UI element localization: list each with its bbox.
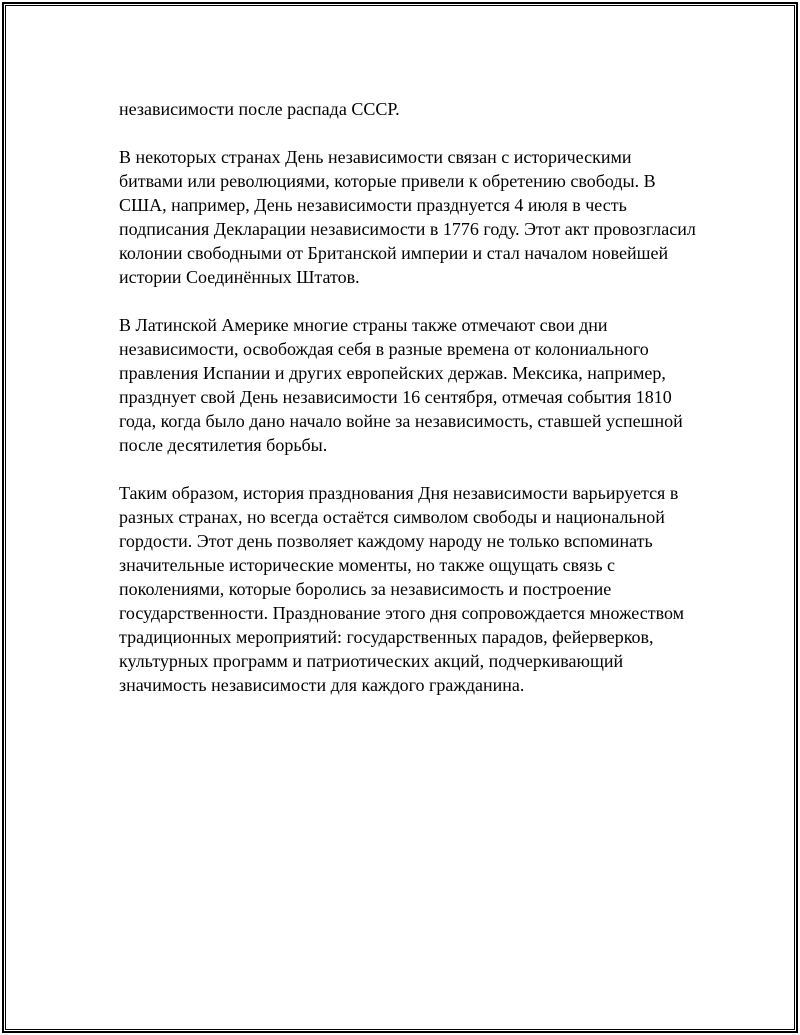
document-body — [119, 97, 699, 721]
document-page — [2, 2, 798, 1033]
paragraph-4: Таким образом, история празднования Дня независимости варьируется в разных странах, но всегда остаётся символом свободы и национальной гордости. Этот день позволяет каждому народу не только вспоминать значительные исторические моменты, но также ощущать связь с поколениями, которые боролись за независимость и построение государственности. Празднование этого дня сопровождается множеством традиционных мероприятий: государственных парадов, фейерверков, культурных программ и патриотических акций, подчеркивающий значимость независимости для каждого гражданина. — [119, 483, 684, 695]
paragraph-3: В Латинской Америке многие страны также отмечают свои дни независимости, освобождая себя в разные времена от колониального правления Испании и других европейских держав. Мексика, например, празднует свой День независимости 16 сентября, отмечая события 1810 года, когда было дано начало войне за независимость, ставшей успешной после десятилетия борьбы. — [119, 315, 683, 455]
paragraph-2: В некоторых странах День независимости связан с историческими битвами или революциями, которые привели к обретению свободы. В США, например, День независимости празднуется 4 июля в честь подписания Декларации независимости в 1776 году. Этот акт провозгласил колонии свободными от Британской империи и стал началом новейшей истории Соединённых Штатов. — [119, 147, 696, 287]
paragraph-1: независимости после распада СССР. — [119, 99, 400, 119]
